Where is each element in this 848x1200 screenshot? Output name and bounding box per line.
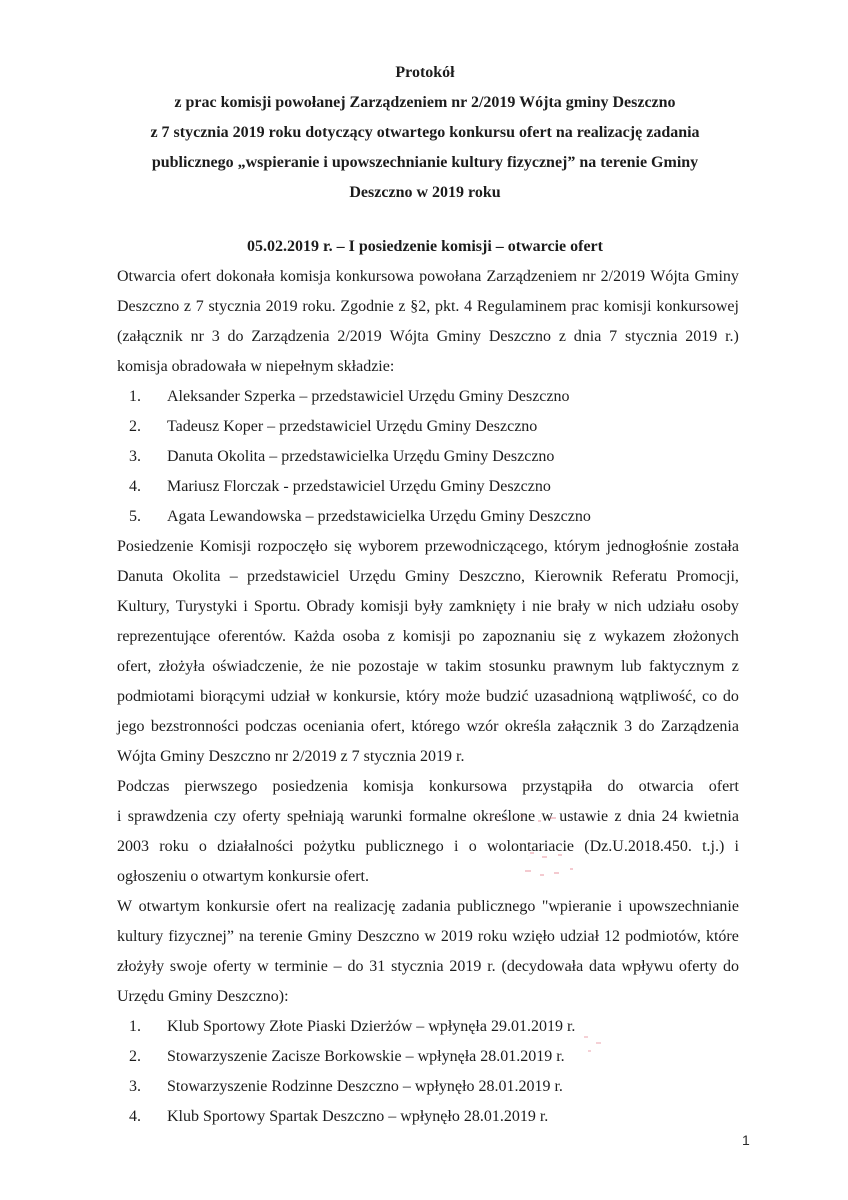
list-item xyxy=(117,472,739,502)
word: pkt. xyxy=(434,298,460,315)
word: oferty xyxy=(213,958,252,975)
paragraph-competition xyxy=(117,892,739,1012)
word: 2003 xyxy=(117,838,149,855)
word: otwarcia xyxy=(638,778,694,795)
word: Turystyki xyxy=(175,598,238,615)
word: zapoznaniu xyxy=(482,628,556,645)
word: składzie: xyxy=(337,358,395,375)
word: stycznia xyxy=(625,328,678,345)
word: nie xyxy=(532,598,552,615)
word: Referatu xyxy=(611,568,667,585)
word: i xyxy=(243,598,248,615)
word: określa xyxy=(504,718,552,735)
text-line xyxy=(117,352,739,382)
word: Zarządzenia xyxy=(251,328,330,345)
word: oceniania xyxy=(303,718,365,735)
word: reprezentujące xyxy=(117,628,211,645)
protocol-header xyxy=(100,58,750,208)
list-number: 3. xyxy=(129,1078,141,1095)
word: upowszechnianie xyxy=(628,898,739,915)
word: do xyxy=(722,688,739,705)
word: dnia xyxy=(573,328,602,345)
word: się xyxy=(563,628,582,645)
word: Otwarcia xyxy=(117,268,176,285)
word: ofert xyxy=(708,778,739,795)
word: w xyxy=(250,358,266,375)
word: biorącymi xyxy=(200,688,265,705)
word: wątpliwość, xyxy=(619,688,697,705)
word: posiedzenia xyxy=(272,778,349,795)
text-line xyxy=(117,952,739,982)
word: Gminy xyxy=(168,988,217,1005)
offer-text: Stowarzyszenie Zacisze Borkowskie – wpłynęła 28.01.2019 r. xyxy=(167,1048,565,1065)
word: oferty xyxy=(678,958,718,975)
word: ofert xyxy=(180,268,211,285)
word: ofert, xyxy=(370,718,405,735)
word: publicznego xyxy=(365,838,444,855)
word: publicznego xyxy=(457,898,536,915)
word: wzór xyxy=(466,718,499,735)
word: po xyxy=(458,628,475,645)
member-text: Agata Lewandowska – przedstawicielka Urzędu Gminy Deszczno xyxy=(167,508,591,525)
word: Gminy xyxy=(436,328,482,345)
word: wolontariacie xyxy=(486,838,575,855)
word: komisja xyxy=(363,778,414,795)
word: data xyxy=(589,958,616,975)
text-line xyxy=(117,322,739,352)
list-item xyxy=(117,382,739,412)
document-body xyxy=(117,262,739,1132)
word: pozostaje xyxy=(358,658,419,675)
word: o xyxy=(190,868,203,885)
word: konkursowa xyxy=(428,778,508,795)
word: złożyły xyxy=(117,958,165,975)
word: konkursie, xyxy=(333,688,401,705)
page-number: 1 xyxy=(742,1132,750,1148)
word: przedstawiciel xyxy=(247,568,340,585)
word: w xyxy=(424,928,436,945)
word: kwietnia xyxy=(683,808,739,825)
word: 12 xyxy=(604,928,621,945)
word: ofert. xyxy=(334,868,369,885)
word: złożonych xyxy=(673,628,739,645)
word: przystąpiła xyxy=(522,778,593,795)
word: 2019 xyxy=(440,928,473,945)
word: 2/2019 xyxy=(600,268,646,285)
word: ofert, xyxy=(117,658,152,675)
word: 7 xyxy=(609,328,618,345)
word: – xyxy=(333,958,342,975)
word: do xyxy=(722,958,739,975)
word: terenie xyxy=(259,928,303,945)
word: osoby xyxy=(700,598,739,615)
word: i xyxy=(117,808,122,825)
word: podczas xyxy=(245,718,297,735)
word: niepełnym xyxy=(265,358,338,375)
word: stycznia xyxy=(391,958,444,975)
word: z xyxy=(558,328,566,345)
word: działalności xyxy=(217,838,294,855)
text-line xyxy=(117,292,739,322)
member-text: Aleksander Szperka – przedstawiciel Urzędu Gminy Deszczno xyxy=(167,388,570,405)
word: nich xyxy=(614,598,642,615)
word: swoje xyxy=(169,958,208,975)
session-title: 05.02.2019 r. – I posiedzenie komisji – otwarcie ofert xyxy=(247,238,603,255)
word: wykazem xyxy=(603,628,666,645)
word: nie xyxy=(331,658,351,675)
word: w xyxy=(257,958,269,975)
word: co xyxy=(701,688,718,705)
word: (Dz.U.2018.450. xyxy=(584,838,692,855)
word: sprawdzenia xyxy=(127,808,208,825)
list-item xyxy=(117,412,739,442)
word: Gminy xyxy=(405,568,450,585)
word: 2/2019 xyxy=(292,748,341,765)
word: do xyxy=(347,958,364,975)
word: stycznia xyxy=(363,748,421,765)
word: (decydowała xyxy=(501,958,584,975)
word: Urzędu xyxy=(117,988,169,1005)
list-number: 4. xyxy=(129,478,141,495)
protocol-subtitle-line-1: z prac komisji powołanej Zarządzeniem nr 2/2019 Wójta gminy Deszczno xyxy=(174,94,676,111)
word: Gminy xyxy=(694,268,739,285)
word: Promocji, xyxy=(676,568,739,585)
word: 7 xyxy=(351,748,364,765)
word: wyborem xyxy=(358,538,419,555)
text-line xyxy=(117,712,739,742)
word: terminie xyxy=(274,958,328,975)
word: z xyxy=(588,628,597,645)
word: do xyxy=(638,718,655,735)
word: do xyxy=(227,328,244,345)
text-line xyxy=(117,652,739,682)
word: pożytku xyxy=(303,838,356,855)
word: fizycznej” xyxy=(168,928,234,945)
word: z xyxy=(183,298,192,315)
word: Komisji xyxy=(199,538,252,555)
word: którego xyxy=(411,718,461,735)
word: jego xyxy=(117,718,145,735)
word: i xyxy=(734,838,739,855)
list-item xyxy=(117,1102,739,1132)
word: osoba xyxy=(342,628,380,645)
word: Obrady xyxy=(306,598,355,615)
protocol-subtitle-line-3: publicznego „wspieranie i upowszechnianie kultury fizycznej” na terenie Gminy xyxy=(151,154,699,171)
word: komisja xyxy=(117,358,172,375)
word: 31 xyxy=(369,958,386,975)
word: z xyxy=(387,628,395,645)
word: dokonała xyxy=(216,268,275,285)
word: Posiedzenie xyxy=(117,538,194,555)
paragraph-opening xyxy=(117,262,739,382)
word: podmiotów, xyxy=(625,928,701,945)
word: (załącznik xyxy=(117,328,183,345)
list-number: 1. xyxy=(129,1018,141,1035)
word: 2019 xyxy=(265,298,298,315)
word: w xyxy=(315,688,328,705)
word: została xyxy=(694,538,739,555)
word: może xyxy=(445,688,481,705)
word: komisji xyxy=(402,628,451,645)
word: Sportu. xyxy=(253,598,301,615)
text-line xyxy=(117,922,739,952)
word: otwartym xyxy=(138,898,200,915)
protocol-title: Protokół xyxy=(395,64,455,81)
word: faktycznym xyxy=(648,658,725,675)
word: i xyxy=(617,898,623,915)
word: Podczas xyxy=(117,778,170,795)
word: wzięło xyxy=(512,928,555,945)
word: określone xyxy=(472,808,536,825)
word: Deszczno xyxy=(488,328,552,345)
word: W xyxy=(117,898,133,915)
word: bezstronności xyxy=(150,718,239,735)
word: nr xyxy=(190,328,204,345)
word: Zarządzenia xyxy=(660,718,739,735)
word: Wójta xyxy=(650,268,690,285)
word: 2/2019 xyxy=(337,328,382,345)
text-line xyxy=(117,982,739,1012)
word: Zarządzeniem xyxy=(486,268,578,285)
word: jednogłośnie xyxy=(606,538,689,555)
word: pierwszego xyxy=(184,778,258,795)
word: z xyxy=(340,748,352,765)
word: oferty xyxy=(242,808,281,825)
word: r. xyxy=(487,958,496,975)
word: Danuta xyxy=(117,568,164,585)
text-line xyxy=(117,892,739,922)
word: komisji xyxy=(603,298,652,315)
word: lub xyxy=(621,658,642,675)
word: że xyxy=(309,658,324,675)
text-line xyxy=(117,802,739,832)
protocol-subtitle-line-4: Deszczno w 2019 roku xyxy=(349,184,501,201)
word: uzasadnioną xyxy=(534,688,614,705)
word: zadania xyxy=(401,898,451,915)
word: stosunku xyxy=(488,658,546,675)
word: załącznik xyxy=(557,718,618,735)
word: roku xyxy=(477,928,508,945)
word: Wójta xyxy=(117,748,161,765)
word: Regulaminem xyxy=(476,298,567,315)
offers-list xyxy=(117,1012,739,1132)
word: otwartym xyxy=(202,868,268,885)
word: nr xyxy=(274,748,293,765)
word: w xyxy=(596,598,609,615)
word: ustawie xyxy=(559,808,609,825)
text-line xyxy=(117,562,739,592)
word: Gminy xyxy=(160,748,209,765)
word: stycznia xyxy=(208,298,261,315)
word: komisja xyxy=(279,268,331,285)
text-line xyxy=(117,532,739,562)
offer-text: Stowarzyszenie Rodzinne Deszczno – wpłynęło 28.01.2019 r. xyxy=(167,1078,563,1095)
list-number: 5. xyxy=(129,508,141,525)
word: przewodniczącego, xyxy=(424,538,548,555)
word: konkursowej xyxy=(656,298,739,315)
word: udział xyxy=(559,928,600,945)
word: Deszczno xyxy=(117,298,180,315)
offer-text: Klub Sportowy Spartak Deszczno – wpłynęło 28.01.2019 r. xyxy=(167,1108,549,1125)
word: "wpieranie xyxy=(541,898,612,915)
text-line xyxy=(117,862,739,892)
word: wpływu xyxy=(621,958,674,975)
word: konkursie xyxy=(267,868,335,885)
word: budzić xyxy=(485,688,529,705)
word: Wójta xyxy=(389,328,429,345)
text-line xyxy=(117,832,739,862)
word: zamknięty xyxy=(448,598,516,615)
word: rozpoczęło xyxy=(257,538,328,555)
text-line xyxy=(117,622,739,652)
word: i xyxy=(521,598,527,615)
member-text: Danuta Okolita – przedstawicielka Urzędu Gminy Deszczno xyxy=(167,448,555,465)
word: takim xyxy=(445,658,482,675)
word: roku. xyxy=(302,298,336,315)
word: w xyxy=(541,808,553,825)
word: o xyxy=(198,838,207,855)
word: czy xyxy=(213,808,237,825)
word: roku xyxy=(159,838,189,855)
word: Kierownik xyxy=(534,568,603,585)
text-line xyxy=(117,772,739,802)
word: prac xyxy=(571,298,599,315)
word: r. xyxy=(456,748,465,765)
text-line xyxy=(117,682,739,712)
word: udziału xyxy=(647,598,695,615)
word: które xyxy=(705,928,739,945)
word: który xyxy=(405,688,440,705)
protocol-subtitle-line-2: z 7 stycznia 2019 roku dotyczący otwartego konkursu ofert na realizację zadania xyxy=(150,124,700,141)
word: 2019 xyxy=(685,328,718,345)
word: powołana xyxy=(419,268,482,285)
word: nr xyxy=(582,268,596,285)
word: t.j.) xyxy=(702,838,725,855)
word: warunki xyxy=(350,808,403,825)
word: Urzędu xyxy=(348,568,396,585)
word: 2019 xyxy=(449,958,482,975)
list-number: 3. xyxy=(129,448,141,465)
text-line xyxy=(117,262,739,292)
word: Okolita xyxy=(172,568,221,585)
member-text: Mariusz Florczak - przedstawiciel Urzędu Gminy Deszczno xyxy=(167,478,551,495)
word: do xyxy=(607,778,624,795)
offer-text: Klub Sportowy Złote Piaski Dzierżów – wpłynęła 29.01.2019 r. xyxy=(167,1018,576,1035)
word: dnia xyxy=(627,808,656,825)
word: z xyxy=(731,658,739,675)
word: oferentów. xyxy=(218,628,286,645)
word: r.) xyxy=(725,328,739,345)
word: Gminy xyxy=(307,928,353,945)
word: spełniają xyxy=(286,808,344,825)
word: o xyxy=(468,838,477,855)
list-number: 4. xyxy=(129,1108,141,1125)
list-item xyxy=(117,502,739,532)
paragraph-chair-election xyxy=(117,532,739,772)
word: z xyxy=(398,298,406,315)
word: komisji xyxy=(360,598,409,615)
word: którym xyxy=(554,538,601,555)
word: Deszczno): xyxy=(216,988,289,1005)
word: 24 xyxy=(661,808,678,825)
list-item xyxy=(117,1072,739,1102)
word: oświadczenie, xyxy=(212,658,303,675)
word: na xyxy=(312,898,328,915)
word: konkursowa xyxy=(335,268,414,285)
word: Deszczno xyxy=(208,748,275,765)
word: brały xyxy=(557,598,591,615)
list-number: 2. xyxy=(129,418,141,435)
paragraph-first-session xyxy=(117,772,739,892)
word: Każda xyxy=(293,628,335,645)
word: 7 xyxy=(195,298,204,315)
word: Kultury, xyxy=(117,598,170,615)
list-item xyxy=(117,1042,739,1072)
list-item xyxy=(117,442,739,472)
word: złożyła xyxy=(158,658,205,675)
word: w xyxy=(426,658,438,675)
word: obradowała xyxy=(171,358,251,375)
word: Zgodnie xyxy=(340,298,394,315)
list-item xyxy=(117,1012,739,1042)
committee-member-list xyxy=(117,382,739,532)
word: formalne xyxy=(408,808,467,825)
word: były xyxy=(414,598,443,615)
word: na xyxy=(238,928,255,945)
word: ofert xyxy=(275,898,307,915)
word: 3 xyxy=(624,718,633,735)
text-line xyxy=(117,742,739,772)
word: i xyxy=(454,838,459,855)
list-number: 1. xyxy=(129,388,141,405)
word: konkursie xyxy=(206,898,270,915)
word: realizację xyxy=(334,898,396,915)
word: 3 xyxy=(211,328,220,345)
list-number: 2. xyxy=(129,1048,141,1065)
word: się xyxy=(333,538,352,555)
word: z xyxy=(614,808,622,825)
word: §2, xyxy=(410,298,431,315)
word: kultury xyxy=(117,928,164,945)
text-line xyxy=(117,592,739,622)
word: podmiotami xyxy=(117,688,195,705)
word: prawnym xyxy=(553,658,614,675)
word: Deszczno xyxy=(357,928,420,945)
word: 2019 xyxy=(420,748,457,765)
word: ogłoszeniu xyxy=(117,868,191,885)
word: 4 xyxy=(464,298,473,315)
word: – xyxy=(229,568,238,585)
word: Deszczno, xyxy=(458,568,525,585)
member-text: Tadeusz Koper – przedstawiciel Urzędu Gminy Deszczno xyxy=(167,418,538,435)
word: udział xyxy=(270,688,310,705)
